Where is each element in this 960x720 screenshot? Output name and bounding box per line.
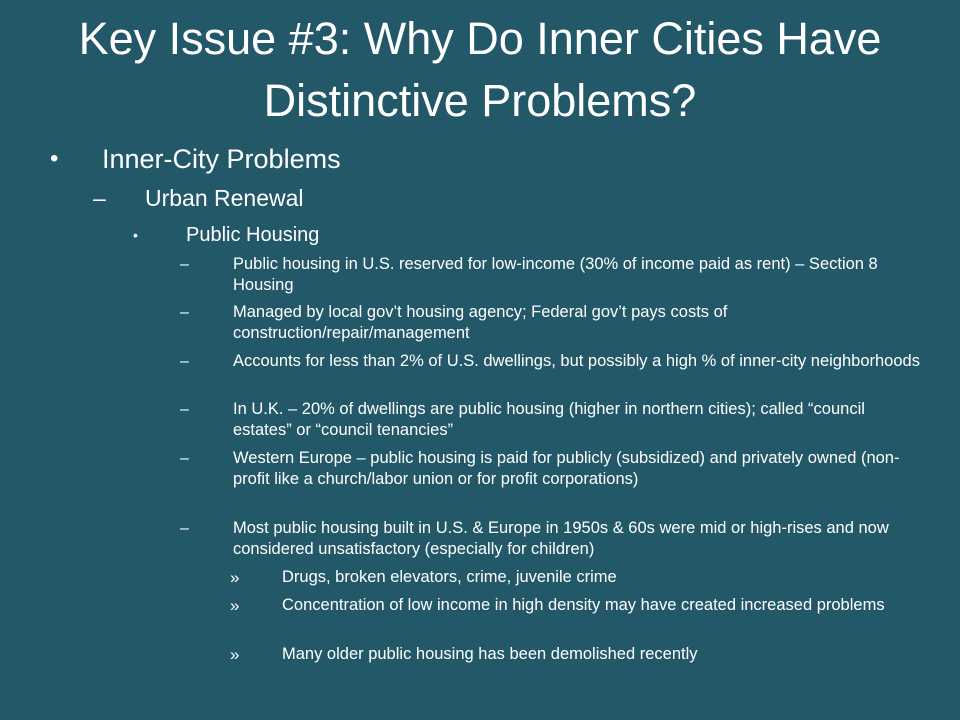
double-chevron-icon: » bbox=[230, 596, 240, 615]
double-chevron-icon: » bbox=[230, 568, 240, 587]
list-item bbox=[0, 518, 960, 562]
dash-icon: – bbox=[180, 401, 189, 418]
list-item-text: Managed by local gov’t housing agency; Federal gov’t pays costs of construction/repair/management bbox=[233, 303, 728, 342]
bullet-level3 bbox=[0, 222, 960, 250]
bullet-text: Inner-City Problems bbox=[102, 144, 341, 174]
double-chevron-icon: » bbox=[230, 645, 240, 664]
dash-icon: – bbox=[180, 520, 189, 537]
list-item bbox=[0, 254, 960, 298]
list-item-text: Public housing in U.S. reserved for low-income (30% of income paid as rent) – Section 8 Housing bbox=[233, 255, 878, 294]
dash-icon: – bbox=[180, 256, 189, 273]
bullet-dot-icon: • bbox=[133, 227, 138, 243]
dash-icon: – bbox=[180, 304, 189, 321]
bullet-level1 bbox=[0, 143, 960, 179]
dash-icon: – bbox=[93, 185, 106, 211]
sub-list-item-text: Concentration of low income in high density may have created increased problems bbox=[282, 596, 885, 614]
slide-title: Key Issue #3: Why Do Inner Cities Have Distinctive Problems? bbox=[78, 13, 882, 126]
bullet-text: Public Housing bbox=[186, 224, 320, 246]
list-item bbox=[0, 351, 960, 395]
sub-list-item-text: Drugs, broken elevators, crime, juvenile crime bbox=[282, 568, 617, 586]
list-item-text: In U.K. – 20% of dwellings are public housing (higher in northern cities); called “council estates” or “council tenancies” bbox=[233, 400, 865, 439]
list-item bbox=[0, 448, 960, 512]
list-item bbox=[0, 399, 960, 443]
sub-list-item bbox=[0, 644, 960, 666]
bullet-dot-icon: • bbox=[50, 145, 59, 172]
sub-list-item bbox=[0, 567, 960, 589]
bullet-text: Urban Renewal bbox=[145, 185, 304, 211]
sub-list-item-text: Many older public housing has been demolished recently bbox=[282, 645, 698, 663]
list-item-text: Western Europe – public housing is paid for publicly (subsidized) and privately owned (non-profit like a church/labor union or for profit corporations) bbox=[233, 449, 900, 488]
sub-list-item bbox=[0, 595, 960, 639]
list-item-text: Accounts for less than 2% of U.S. dwellings, but possibly a high % of inner-city neighborhoods bbox=[233, 352, 920, 370]
bullet-level2 bbox=[0, 183, 960, 215]
list-item-text: Most public housing built in U.S. & Europe in 1950s & 60s were mid or high-rises and now considered unsatisfactory (especially for children) bbox=[233, 519, 889, 558]
dash-icon: – bbox=[180, 450, 189, 467]
list-item bbox=[0, 302, 960, 346]
dash-icon: – bbox=[180, 353, 189, 370]
